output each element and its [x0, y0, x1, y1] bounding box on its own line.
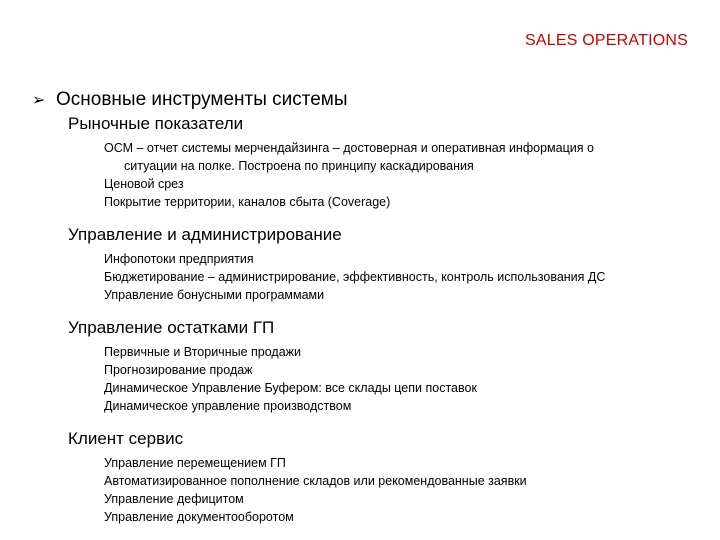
main-heading: Основные инструменты системы: [56, 89, 348, 110]
main-heading-row: [32, 88, 692, 113]
list-item-text: ОСМ – отчет системы мерчендайзинга – достоверная и оперативная информация о: [104, 141, 594, 155]
list-item: Управление бонусными программами: [104, 288, 325, 302]
list-item: Динамическое Управление Буфером: все склады цепи поставок: [104, 381, 477, 395]
list-item: Покрытие территории, каналов сбыта (Coverage): [104, 195, 391, 209]
page-header-title: SALES OPERATIONS: [525, 32, 688, 49]
list-item: Управление документооборотом: [104, 510, 294, 524]
section-management-administration: [68, 224, 692, 304]
section-title: Рыночные показатели: [68, 114, 244, 133]
section-stock-management: [68, 317, 692, 415]
list-item-text-continuation: ситуации на полке. Построена по принципу каскадирования: [124, 159, 474, 173]
list-item: Прогнозирование продаж: [104, 363, 253, 377]
list-item: Ценовой срез: [104, 177, 184, 191]
section-items: [68, 250, 692, 304]
section-items: [68, 454, 692, 526]
section-title: Управление и администрирование: [68, 225, 342, 244]
list-item: Управление дефицитом: [104, 492, 244, 506]
section-title: Управление остатками ГП: [68, 318, 275, 337]
list-item: Первичные и Вторичные продажи: [104, 345, 301, 359]
list-item: Автоматизированное пополнение складов или рекомендованные заявки: [104, 474, 527, 488]
section-market-indicators: [68, 113, 692, 211]
main-content: [32, 88, 692, 526]
list-item: Динамическое управление производством: [104, 399, 352, 413]
section-items: [68, 139, 692, 211]
section-title: Клиент сервис: [68, 429, 184, 448]
arrow-bullet-icon: ➢: [32, 92, 46, 109]
section-items: [68, 343, 692, 415]
list-item: [104, 139, 692, 175]
list-item: Бюджетирование – администрирование, эффективность, контроль использования ДС: [104, 270, 606, 284]
list-item: Управление перемещением ГП: [104, 456, 286, 470]
list-item: Инфопотоки предприятия: [104, 252, 254, 266]
section-client-service: [68, 428, 692, 526]
